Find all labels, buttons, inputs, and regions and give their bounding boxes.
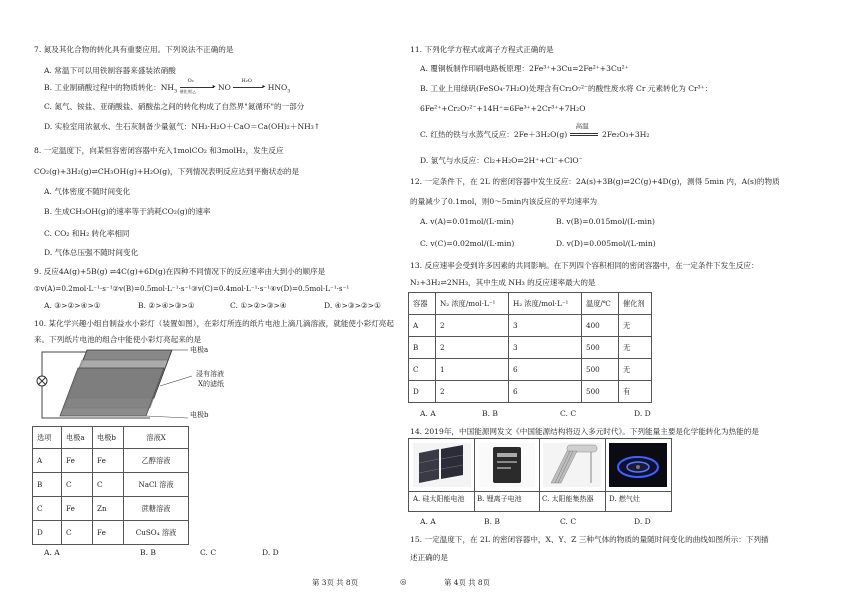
q12-stem: 12. 一定条件下，在 2L 的密闭容器中发生反应：2A(s)+3B(g)⇌2C(g)+4D(g)，测得 5min 内，A(s)的物质 bbox=[410, 177, 780, 186]
page-number-right: 第 4页 共 8页 bbox=[444, 578, 491, 587]
table-row: D 2 6 500 有 bbox=[409, 381, 652, 403]
page-number-left: 第 3页 共 8页 bbox=[312, 578, 359, 587]
q9-option-b: B. ②>④>③>① bbox=[138, 301, 195, 310]
q7-b-prefix: B. 工业制硝酸过程中的物质转化：NH bbox=[44, 83, 174, 92]
q10-th-2: 电极b bbox=[93, 427, 124, 449]
q8-option-a: A. 气体密度不随时间变化 bbox=[44, 187, 131, 196]
q13-table bbox=[408, 292, 652, 403]
q14-option-d: D. D bbox=[634, 517, 651, 526]
q13-option-b: B. B bbox=[482, 409, 498, 418]
q9-option-a: A. ③>②>④>① bbox=[44, 301, 101, 310]
q10-stem-line2: 来。下列纸片电池的组合中能使小彩灯亮起来的是 bbox=[34, 335, 202, 344]
q8-option-c: C. CO₂ 和H₂ 转化率相同 bbox=[44, 229, 130, 238]
q13-th-3: 温度/℃ bbox=[582, 293, 619, 315]
q11-c-prefix: C. 红热的铁与水蒸气反应：2Fe＋3H₂O(g) bbox=[420, 130, 568, 139]
gas-stove-icon bbox=[609, 443, 667, 487]
q11-option-c bbox=[420, 122, 650, 139]
q14-figure bbox=[408, 438, 672, 512]
q13-th-0: 容器 bbox=[409, 293, 436, 315]
q14-caption-d: D. 燃气灶 bbox=[609, 495, 640, 503]
q10-option-a: A. A bbox=[44, 548, 60, 557]
q7-cond1-sub: 催化剂,△ bbox=[179, 89, 196, 94]
q13-stem-line2: N₂+3H₂⇌2NH₃，其中生成 NH₃ 的反应速率最大的是 bbox=[410, 278, 596, 287]
q9-stem: 9. 反应4A(g)+5B(g) ⇌4C(g)+6D(g)在四种不同情况下的反应速率由大到小的顺序是 bbox=[34, 267, 326, 276]
q10-th-0: 选项 bbox=[33, 427, 62, 449]
q11-c-suffix: 2Fe₂O₃+3H₂ bbox=[602, 130, 650, 139]
q9-option-d: D. ④>③>②>① bbox=[324, 301, 381, 310]
q11-option-a: A. 覆铜板制作印刷电路板原理：2Fe³⁺+3Cu=2Fe²⁺+3Cu²⁺ bbox=[420, 64, 629, 73]
table-row: C Fe Zn 蔗糖溶液 bbox=[33, 497, 189, 521]
q10-option-b: B. B bbox=[140, 548, 156, 557]
q10-option-d: D. D bbox=[262, 548, 279, 557]
q7-b-mid: NO bbox=[218, 83, 231, 92]
q14-caption-c: C. 太阳能集热器 bbox=[542, 495, 594, 503]
q8-equation: CO₂(g)+3H₂(g)⇌CH₃OH(g)+H₂O(g)，下列情况表明反应达到平衡状态的是 bbox=[34, 167, 300, 176]
q13-option-d: D. D bbox=[634, 409, 651, 418]
table-row: B C C NaCl 溶液 bbox=[33, 473, 189, 497]
q7-stem: 7. 氮及其化合物的转化具有重要应用。下列说法不正确的是 bbox=[34, 45, 234, 54]
q13-th-1: N₂ 浓度/mol·L⁻¹ bbox=[436, 293, 509, 315]
q12-stem-line2: 的量减少了0.1mol，则0～5min内该反应的平均速率为 bbox=[410, 197, 598, 206]
q7-b-end: HNO bbox=[267, 83, 288, 92]
q14-caption-a: A. 硅太阳能电池 bbox=[413, 495, 465, 503]
q10-stem-line1: 10. 某化学兴趣小组自制益水小彩灯（装置如图），在彩灯所连的纸片电池上滴几滴溶液，就能使小彩灯亮起 bbox=[34, 319, 394, 328]
q14-option-a: A. A bbox=[420, 517, 436, 526]
table-row: A 2 3 400 无 bbox=[409, 315, 652, 337]
label-paper-line2: X的滤纸 bbox=[198, 380, 224, 388]
label-electrode-a: 电极a bbox=[190, 346, 209, 354]
q7-option-b: B. 工业制硝酸过程中的物质转化：$NH_3$ O₂ ▸ 催化剂,△ NO H₂O ▸ $HNO_3$ bbox=[44, 78, 291, 95]
q11-option-b: B. 工业上用绿矾(FeSO₄·7H₂O)处理含有Cr₂O₇²⁻的酸性废水将 Cr 元素转化为 Cr³⁺： bbox=[420, 84, 713, 93]
q13-stem: 13. 反应速率会受到许多因素的共同影响。在下列四个容积相同的密闭容器中，在一定条件下发生反应： bbox=[410, 261, 759, 270]
q10-th-1: 电极a bbox=[62, 427, 93, 449]
label-electrode-b: 电极b bbox=[190, 411, 209, 419]
table-row: D C Fe CuSO₄ 溶液 bbox=[33, 521, 189, 545]
table-row: C 1 6 500 无 bbox=[409, 359, 652, 381]
battery-icon bbox=[479, 443, 535, 487]
q10-table bbox=[32, 426, 189, 545]
q14-stem: 14. 2019年，中国能源网发文《中国能源结构将迈入多元时代》。下列能量主要是化学能转化为热能的是 bbox=[410, 427, 759, 436]
table-row: A Fe Fe 乙醇溶液 bbox=[33, 449, 189, 473]
q7-cond2: H₂O bbox=[241, 78, 252, 84]
q14-caption-b: B. 锂离子电池 bbox=[477, 495, 522, 503]
q12-option-a: A. v(A)=0.01mol/(L·min) bbox=[420, 217, 514, 226]
table-row: B 2 3 500 无 bbox=[409, 337, 652, 359]
q7-cond1: O₂ bbox=[187, 78, 194, 84]
q8-stem: 8. 一定温度下，向某恒容密闭容器中充入1molCO₂ 和3molH₂，发生反应 bbox=[34, 146, 284, 155]
binding-mark-icon: ◎ bbox=[400, 577, 407, 586]
q14-option-c: C. C bbox=[560, 517, 577, 526]
q12-option-c: C. v(C)=0.02mol/(L·min) bbox=[420, 239, 515, 248]
solar-panel-icon bbox=[413, 443, 471, 487]
arrow-icon: O₂ ▸ 催化剂,△ bbox=[179, 78, 216, 94]
q14-option-b: B. B bbox=[484, 517, 500, 526]
q12-option-d: D. v(D)=0.005mol/(L·min) bbox=[556, 239, 656, 248]
q8-option-b: B. 生成CH₃OH(g)的速率等于消耗CO₂(g)的速率 bbox=[44, 207, 211, 216]
q13-th-2: H₂ 浓度/mol·L⁻¹ bbox=[509, 293, 582, 315]
q12-option-b: B. v(B)=0.015mol/(L·min) bbox=[556, 217, 655, 226]
arrow-icon bbox=[570, 122, 600, 139]
q11-option-b-eq: 6Fe²⁺+Cr₂O₇²⁻+14H⁺=6Fe³⁺+2Cr³⁺+7H₂O bbox=[420, 104, 586, 113]
q13-option-c: C. C bbox=[560, 409, 577, 418]
label-paper-line1: 浸有溶液 bbox=[196, 370, 224, 378]
q9-option-c: C. ①>②>③>④ bbox=[230, 301, 287, 310]
q15-stem: 15. 一定温度下，在 2L 的密闭容器中，X、Y、Z 三种气体的物质的量随时间变化的曲线如图所示：下列描 bbox=[410, 535, 769, 544]
q15-stem-line2: 述正确的是 bbox=[410, 553, 448, 562]
q7-option-d: D. 实验室用浓氨水、生石灰制备少量氨气：NH₃·H₂O＋CaO＝Ca(OH)₂＋NH₃↑ bbox=[44, 122, 321, 131]
q7-option-c: C. 氮气、铵盐、亚硝酸盐、硝酸盐之间的转化构成了自然界"氮循环"的一部分 bbox=[44, 102, 305, 111]
q7-option-a: A. 常温下可以用铁制容器来盛装浓硝酸 bbox=[44, 66, 176, 75]
q10-option-c: C. C bbox=[200, 548, 217, 557]
q13-th-4: 催化剂 bbox=[619, 293, 652, 315]
q9-rates: ①v(A)=0.2mol·L⁻¹·s⁻¹②v(B)=0.5mol·L⁻¹·s⁻¹③v(C)=0.4mol·L⁻¹·s⁻¹④v(D)=0.5mol·L⁻¹·s⁻¹ bbox=[34, 284, 350, 293]
q8-option-d: D. 气体总压强不随时间变化 bbox=[44, 248, 139, 257]
q11-stem: 11. 下列化学方程式或离子方程式正确的是 bbox=[410, 45, 554, 54]
q13-option-a: A. A bbox=[420, 409, 436, 418]
solar-heater-icon bbox=[543, 443, 601, 487]
q11-c-cond: 高温 bbox=[575, 122, 589, 130]
q11-option-d: D. 氯气与水反应：Cl₂+H₂O⇌2H⁺+Cl⁻+ClO⁻ bbox=[420, 156, 583, 165]
q10-th-3: 溶液X bbox=[124, 427, 189, 449]
arrow-icon: H₂O ▸ bbox=[233, 84, 265, 92]
